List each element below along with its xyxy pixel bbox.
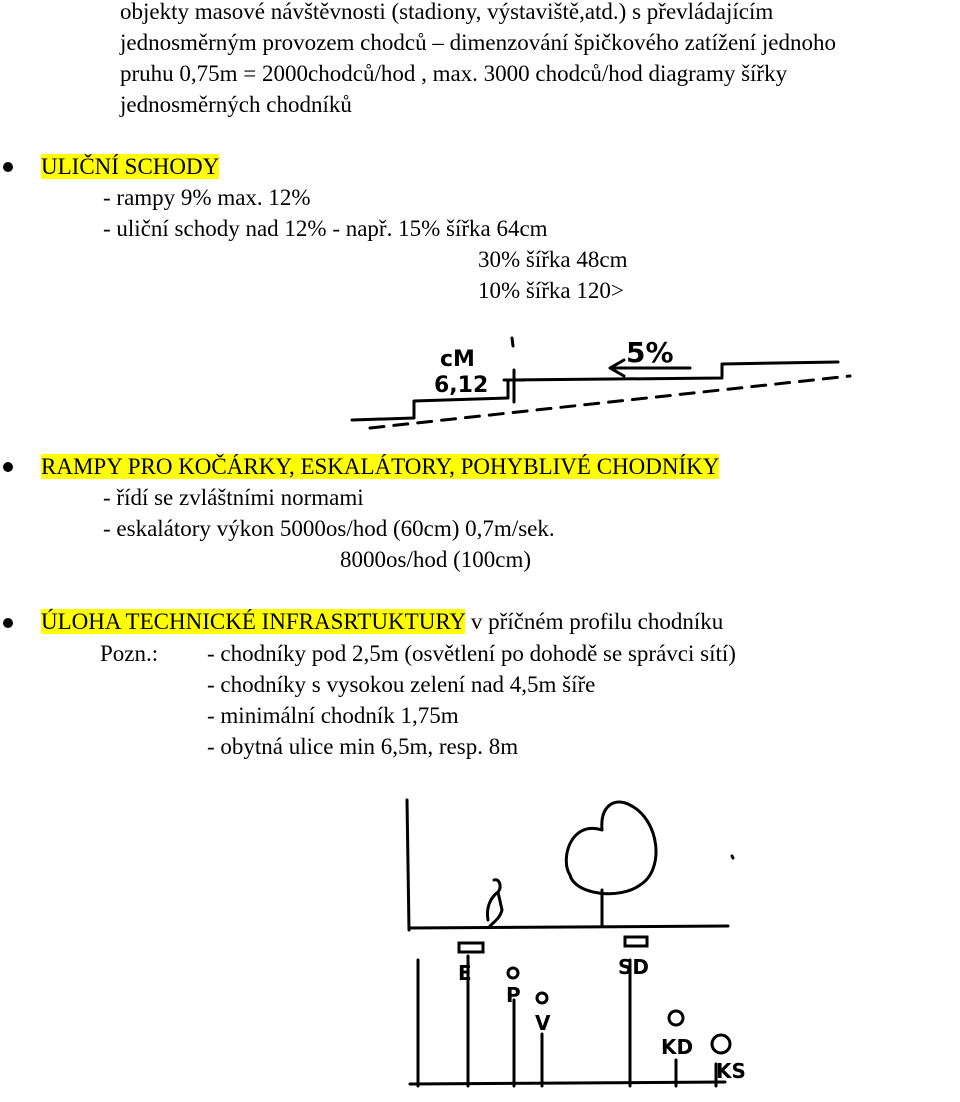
rampy-item-1: - řídí se zvláštními normami xyxy=(103,485,364,510)
building-wall xyxy=(407,800,409,930)
schody-item-1: - rampy 9% max. 12% xyxy=(103,185,311,210)
bottom-line xyxy=(410,1082,725,1084)
intro-line-1: objekty masové návštěvnosti (stadiony, výstaviště,atd.) s převládajícím xyxy=(120,0,774,24)
sketch-label-slope: 5% xyxy=(626,336,674,369)
person-figure xyxy=(487,880,502,926)
rampy-item-2: - eskalátory výkon 5000os/hod (60cm) 0,7m/sek. xyxy=(103,516,555,541)
tree-crown xyxy=(566,802,656,894)
label-kd: KD xyxy=(661,1035,694,1059)
intro-line-4: jednosměrných chodníků xyxy=(120,92,352,117)
sketch-label-cm: cM xyxy=(440,347,475,372)
heading-schody-text: ULIČNÍ SCHODY xyxy=(41,154,220,179)
uloha-item-3: - minimální chodník 1,75m xyxy=(207,703,459,728)
schody-item-2c: 10% šířka 120> xyxy=(478,278,624,303)
box-sd xyxy=(625,937,647,946)
rampy-item-2b: 8000os/hod (100cm) xyxy=(340,547,532,572)
heading-uloha-rest: v příčném profilu chodníku xyxy=(465,609,724,634)
sketch-label-value: 6,12 xyxy=(434,373,489,398)
uloha-item-2: - chodníky s vysokou zelení nad 4,5m šíře xyxy=(207,672,596,697)
label-p: P xyxy=(506,983,521,1007)
schody-item-2b: 30% šířka 48cm xyxy=(478,247,628,272)
label-ks: KS xyxy=(716,1059,746,1083)
circle-ks xyxy=(712,1035,730,1053)
label-e: E xyxy=(458,961,472,985)
uloha-item-1: - chodníky pod 2,5m (osvětlení po dohodě se správci sítí) xyxy=(207,641,736,666)
circle-v xyxy=(537,993,547,1003)
intro-line-3: pruhu 0,75m = 2000chodců/hod , max. 3000 chodců/hod diagramy šířky xyxy=(120,61,788,86)
circle-p xyxy=(508,968,518,978)
ground-line xyxy=(409,926,728,928)
schody-item-2: - uliční schody nad 12% - např. 15% šířka 64cm xyxy=(103,216,548,241)
heading-rampy-text: RAMPY PRO KOČÁRKY, ESKALÁTORY, POHYBLIVÉ CHODNÍKY xyxy=(41,454,720,479)
intro-line-2: jednosměrným provozem chodců – dimenzování špičkového zatížení jednoho xyxy=(120,30,836,55)
heading-uloha-text: ÚLOHA TECHNICKÉ INFRASRTUKTURY xyxy=(41,609,466,634)
box-e xyxy=(459,943,483,952)
uloha-item-4: - obytná ulice min 6,5m, resp. 8m xyxy=(207,734,519,759)
pozn-label: Pozn.: xyxy=(100,641,159,666)
circle-kd xyxy=(669,1011,683,1025)
label-v: V xyxy=(535,1011,551,1035)
label-sd: SD xyxy=(618,955,650,979)
corner-dot xyxy=(732,856,733,858)
